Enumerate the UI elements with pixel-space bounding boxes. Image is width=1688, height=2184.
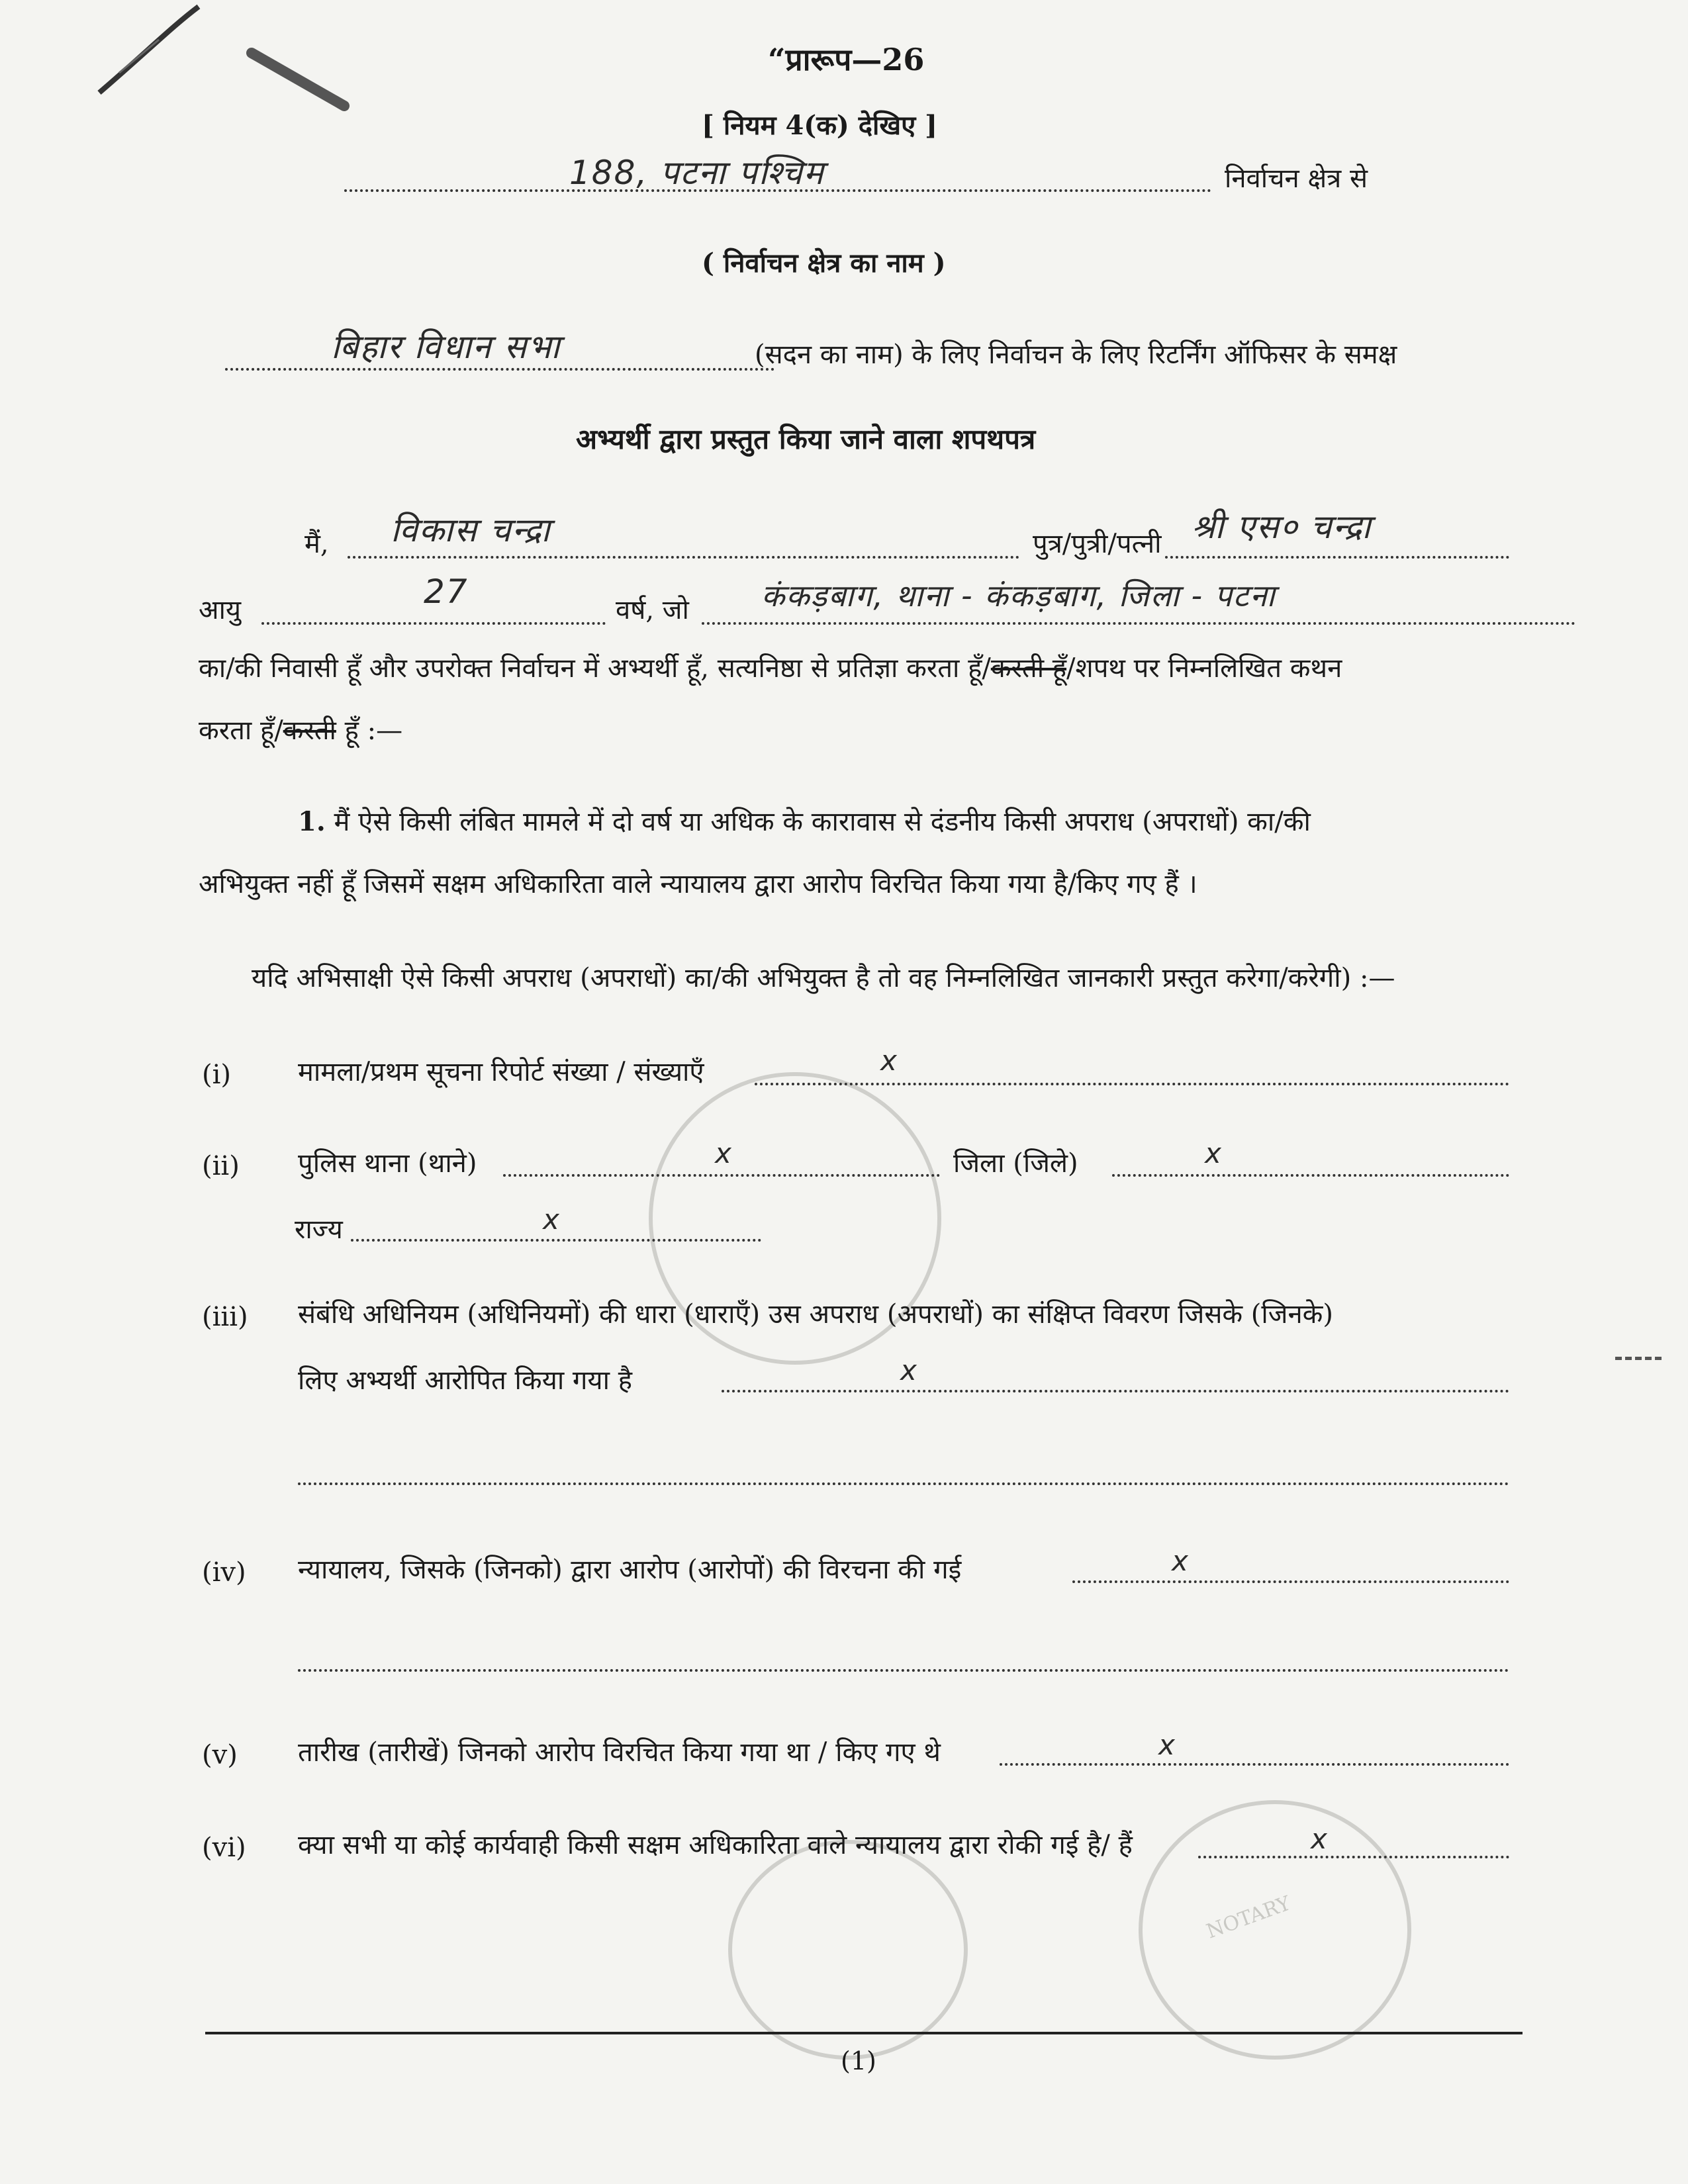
house-caption: (सदन का नाम) के लिए निर्वाचन के लिए रिटर्निंग ऑफिसर के समक्ष bbox=[755, 340, 1397, 370]
item-v-number: (v) bbox=[202, 1740, 238, 1770]
relation-name-handwritten: श्री एस० चन्द्रा bbox=[1192, 508, 1372, 546]
bleed-stamp-right bbox=[1139, 1800, 1411, 2060]
state-nil-mark: x bbox=[543, 1203, 561, 1236]
item-v-field-line bbox=[1000, 1763, 1509, 1766]
rule-reference: [ नियम 4(क) देखिए ] bbox=[702, 110, 938, 141]
district-field-line bbox=[1112, 1174, 1509, 1177]
item-iii-number: (iii) bbox=[202, 1302, 248, 1332]
para1-line-1 bbox=[298, 806, 1311, 838]
item-iii-field-line bbox=[722, 1390, 1509, 1392]
item-iv-text: न्यायालय, जिसके (जिनको) द्वारा आरोप (आरोपों) की विरचना की गई bbox=[298, 1555, 962, 1585]
bleed-stamp-middle bbox=[728, 1840, 968, 2060]
item-i-nil-mark: x bbox=[880, 1044, 898, 1077]
candidate-name-handwritten: विकास चन्द्रा bbox=[391, 511, 551, 549]
relation-label: पुत्र/पुत्री/पत्नी bbox=[1033, 529, 1162, 559]
form-number: “प्रारूप—26 bbox=[768, 42, 925, 77]
declaration-line-4-struck: करती bbox=[283, 715, 336, 746]
item-vi-number: (vi) bbox=[202, 1833, 246, 1863]
item-v-text: तारीख (तारीखें) जिनको आरोप विरचित किया गया था / किए गए थे bbox=[298, 1737, 941, 1768]
age-field-line bbox=[261, 622, 606, 625]
declaration-line-3-a: का/की निवासी हूँ और उपरोक्त निर्वाचन में अभ्यर्थी हूँ, सत्यनिष्ठा से प्रतिज्ञा करता हूँ/ bbox=[199, 653, 991, 684]
police-station-nil-mark: x bbox=[715, 1137, 733, 1169]
affidavit-title: अभ्यर्थी द्वारा प्रस्तुत किया जाने वाला शपथपत्र bbox=[576, 423, 1036, 455]
item-iii-line-1: संबंधि अधिनियम (अधिनियमों) की धारा (धाराएँ) उस अपराध (अपराधों) का संक्षिप्त विवरण जिसके (जिनके) bbox=[298, 1299, 1333, 1330]
item-iv-extra-line bbox=[298, 1669, 1509, 1672]
bleed-stamp-text: NOTARY bbox=[1203, 1891, 1294, 1944]
item-iv-field-line bbox=[1072, 1580, 1509, 1583]
declaration-line-4-a: करता हूँ/ bbox=[199, 715, 283, 746]
page-number: (1) bbox=[841, 2046, 876, 2075]
declaration-line-4-b: हूँ :— bbox=[336, 715, 403, 746]
item-i-text: मामला/प्रथम सूचना रिपोर्ट संख्या / संख्याएँ bbox=[298, 1057, 704, 1087]
item-iii-line-2: लिए अभ्यर्थी आरोपित किया गया है bbox=[298, 1365, 632, 1396]
item-iii-nil-mark: x bbox=[900, 1354, 918, 1387]
district-nil-mark: x bbox=[1205, 1137, 1223, 1169]
item-vi-field-line bbox=[1198, 1856, 1509, 1858]
para1-number: 1. bbox=[298, 806, 326, 837]
item-ii-number: (ii) bbox=[202, 1151, 240, 1181]
scan-artifact-mark bbox=[0, 0, 463, 265]
item-ii-text: पुलिस थाना (थाने) bbox=[298, 1148, 477, 1179]
name-field-line bbox=[348, 556, 1019, 559]
para1-line-1-text: मैं ऐसे किसी लंबित मामले में दो वर्ष या अधिक के कारावास से दंडनीय किसी अपराध (अपराधों) का/की bbox=[334, 807, 1311, 837]
scan-artifact-dash bbox=[1615, 1357, 1662, 1360]
constituency-handwritten: 188, पटना पश्चिम bbox=[569, 154, 825, 192]
police-station-field-line bbox=[503, 1174, 940, 1177]
declaration-line-3-struck: करती हूँ bbox=[990, 653, 1067, 684]
intro-text: यदि अभिसाक्षी ऐसे किसी अपराध (अपराधों) का/की अभियुक्त है तो वह निम्नलिखित जानकारी प्रस्तुत करेगा/करेगी) :— bbox=[252, 963, 1395, 993]
age-handwritten: 27 bbox=[424, 572, 469, 611]
years-label: वर्ष, जो bbox=[616, 595, 689, 625]
declaration-line-3-b: /शपथ पर निम्नलिखित कथन bbox=[1066, 653, 1342, 684]
district-label: जिला (जिले) bbox=[953, 1148, 1078, 1179]
item-i-number: (i) bbox=[202, 1060, 232, 1090]
state-label: राज्य bbox=[295, 1214, 343, 1245]
age-label: आयु bbox=[199, 595, 242, 625]
house-field-line bbox=[225, 368, 774, 371]
constituency-caption: ( निर्वाचन क्षेत्र का नाम ) bbox=[702, 248, 946, 279]
state-field-line bbox=[351, 1239, 761, 1242]
address-field-line bbox=[702, 622, 1575, 625]
declaration-line-3 bbox=[199, 653, 1342, 684]
house-handwritten: बिहार विधान सभा bbox=[331, 328, 561, 366]
item-iv-number: (iv) bbox=[202, 1557, 246, 1588]
address-handwritten: कंकड़बाग, थाना - कंकड़बाग, जिला - पटना bbox=[761, 578, 1276, 614]
item-vi-nil-mark: x bbox=[1311, 1823, 1329, 1855]
item-iii-extra-line bbox=[298, 1482, 1509, 1485]
declaration-line-4 bbox=[199, 715, 402, 747]
item-vi-text: क्या सभी या कोई कार्यवाही किसी सक्षम अधिकारिता वाले न्यायालय द्वारा रोकी गई है/ हैं bbox=[298, 1830, 1133, 1860]
item-i-field-line bbox=[755, 1083, 1509, 1085]
relation-field-line bbox=[1165, 556, 1509, 559]
item-v-nil-mark: x bbox=[1158, 1729, 1176, 1761]
item-iv-nil-mark: x bbox=[1172, 1545, 1190, 1577]
footer-rule bbox=[205, 2032, 1523, 2034]
i-label: मैं, bbox=[305, 529, 329, 559]
para1-line-2: अभियुक्त नहीं हूँ जिसमें सक्षम अधिकारिता वाले न्यायालय द्वारा आरोप विरचित किया गया है/किए गए हैं । bbox=[199, 869, 1197, 899]
constituency-suffix: निर्वाचन क्षेत्र से bbox=[1225, 163, 1368, 194]
